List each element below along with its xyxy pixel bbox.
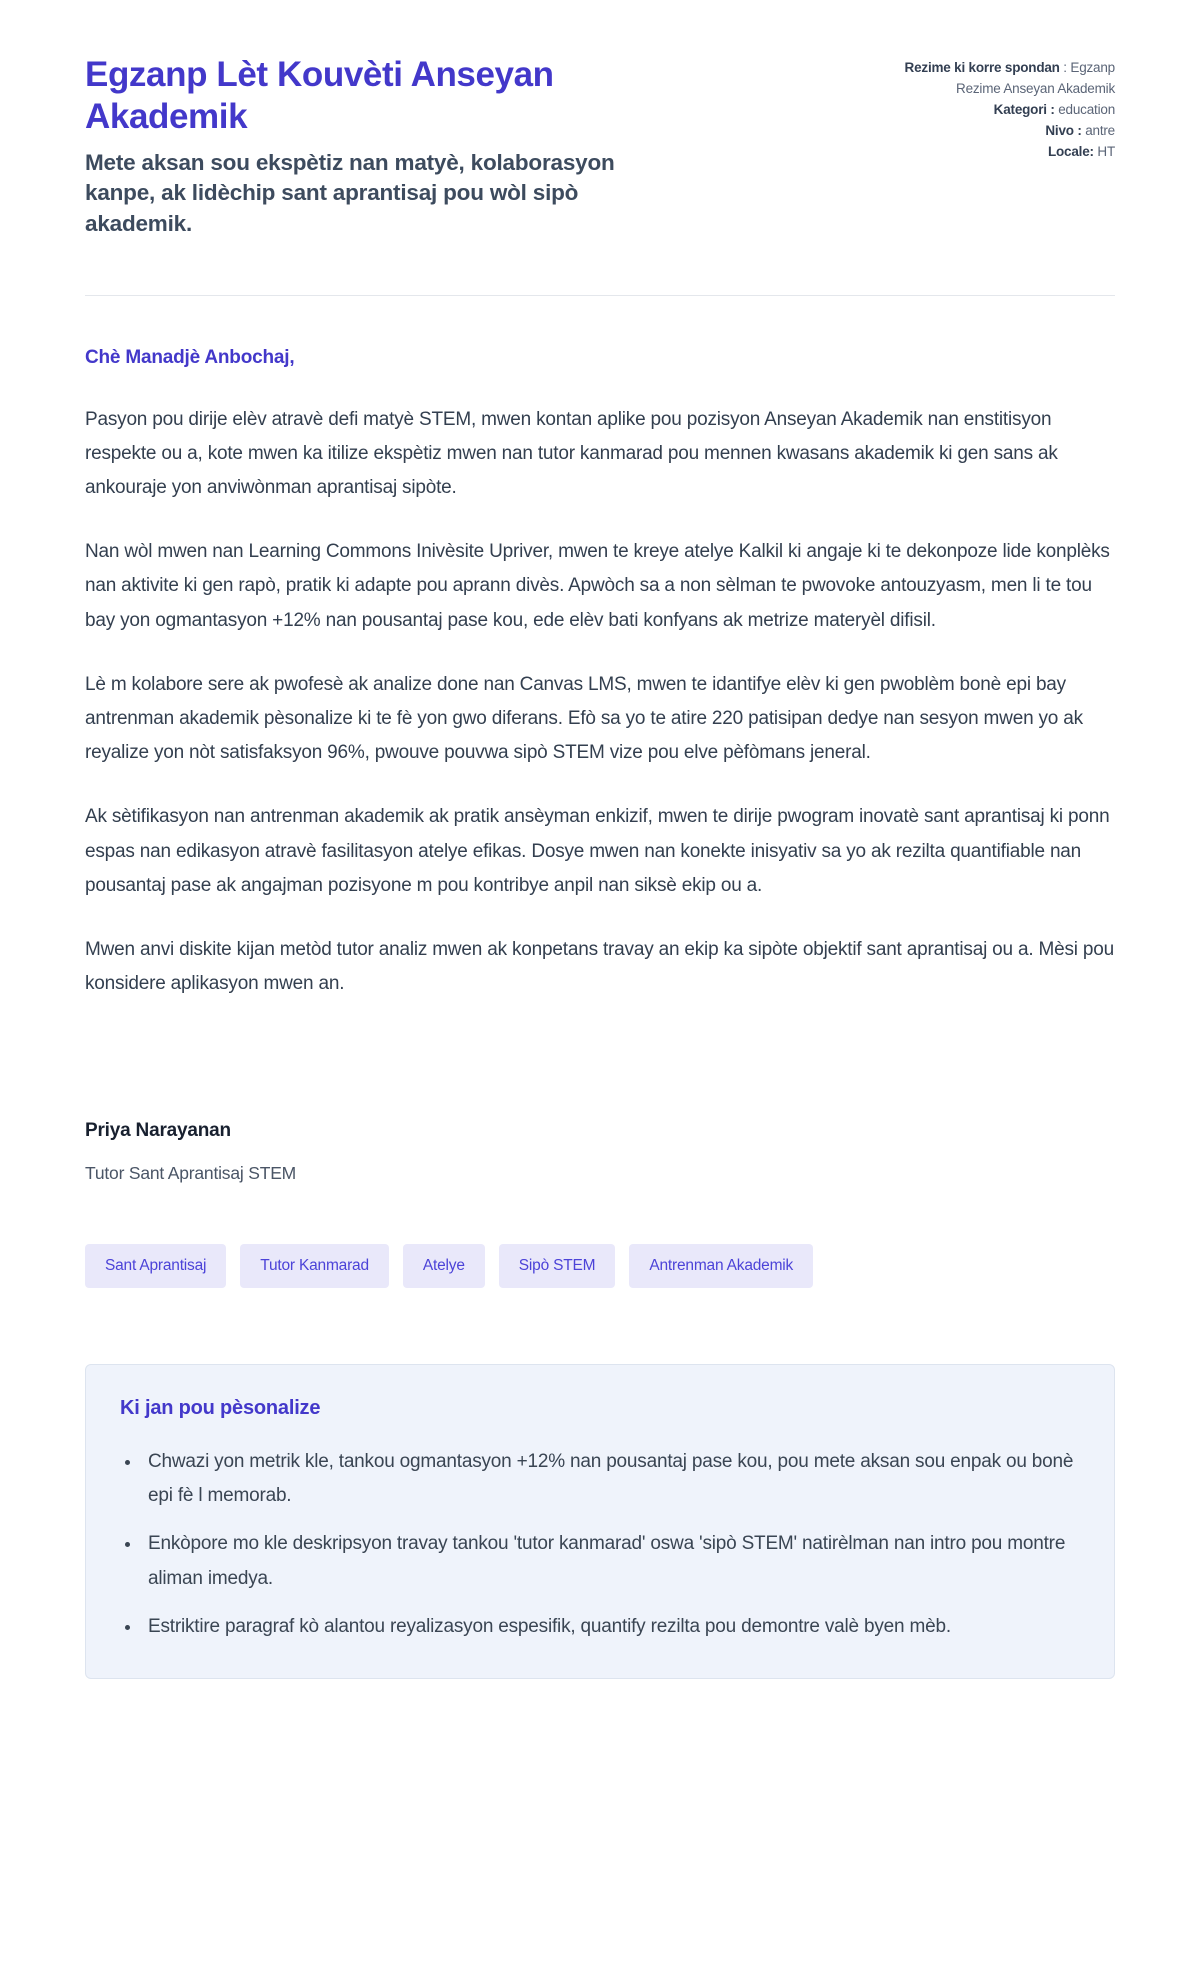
divider: [85, 295, 1115, 296]
header: [85, 54, 1115, 239]
meta-value: education: [1058, 101, 1115, 117]
letter-paragraph: Lè m kolabore sere ak pwofesè ak analize done nan Canvas LMS, mwen te idantifye elèv ki gen pwoblèm bonè epi bay antrenman akademik pèsonalize ki te fè yon gwo diferans. Efò sa yo te atire 220 patisipan dedye nan sesyon mwen yo ak reyalize yon nòt satisfaksyon 96%, pwouve pouvwa sipò STEM vize pou elve pèfòmans jeneral.: [85, 673, 1083, 764]
meta-value: : Egzanp Rezime Anseyan Akademik: [956, 60, 1115, 96]
meta-label: Locale:: [1047, 143, 1094, 159]
tag-pill[interactable]: Atelye: [403, 1244, 485, 1288]
callout-bullet: • Enkòpore mo kle deskripsyon travay tankou 'tutor kanmarad' oswa 'sipò STEM' natirèlman nan intro pou montre aliman imedya.: [142, 1527, 1080, 1595]
signature-name: Priya Narayanan: [85, 1120, 231, 1142]
letter-paragraph: Ak sètifikasyon nan antrenman akademik ak pratik ansèyman enkizif, mwen te dirije pwogram inovatè sant aprantisaj ki ponn espas nan edikasyon atravè fasilitasyon atelye efikas. Dosye mwen nan konekte inisyativ sa yo ak rezilta quantifiable nan pousantaj pase ak angajman pozisyone m pou kontribye anpil nan siksè ekip ou a.: [85, 806, 1110, 896]
callout-bullet: • Chwazi yon metrik kle, tankou ogmantasyon +12% nan pousantaj pase kou, pou mete aksan sou enpak ou bonè epi fè l memorab.: [142, 1445, 1080, 1513]
meta-value: HT: [1097, 143, 1115, 159]
callout-bullet: • Estriktire paragraf kò alantou reyalizasyon espesifik, quantify rezilta pou demontre valè byen mèb.: [142, 1610, 1080, 1644]
meta-value: antre: [1085, 122, 1115, 138]
meta-locale: [903, 142, 1115, 163]
callout-title: Ki jan pou pèsonalize: [120, 1397, 321, 1419]
page-title: Egzanp Lèt Kouvèti Anseyan Akademik: [85, 55, 554, 136]
personalize-callout: [85, 1364, 1115, 1679]
signature-role: Tutor Sant Aprantisaj STEM: [85, 1162, 297, 1183]
greeting: Chè Manadjè Anbochaj,: [85, 347, 295, 369]
meta-corresponding-resume: [903, 58, 1115, 100]
meta-level: [903, 121, 1115, 142]
letter-body: [85, 344, 1115, 1679]
meta-category: [903, 100, 1115, 121]
header-left: [85, 54, 650, 239]
meta-label: Kategori :: [993, 101, 1055, 117]
letter-paragraph: Mwen anvi diskite kijan metòd tutor analiz mwen ak konpetans travay an ekip ka sipòte objektif sant aprantisaj ou a. Mèsi pou konsidere aplikasyon mwen an.: [85, 938, 1115, 995]
letter-paragraph: Pasyon pou dirije elèv atravè defi matyè STEM, mwen kontan aplike pou pozisyon Anseyan Akademik nan enstitisyon respekte ou a, kote mwen ka itilize ekspètiz mwen nan tutor kanmarad pou mennen kwasans akademik ki gen sans ak ankouraje yon anviwònman aprantisaj sipòte.: [85, 408, 1058, 498]
letter-paragraph: Nan wòl mwen nan Learning Commons Inivèsite Upriver, mwen te kreye atelye Kalkil ki angaje ki te dekonpoze lide konplèks nan aktivite ki gen rapò, pratik ki adapte pou aprann divès. Apwòch sa a non sèlman te pwovoke antouzyasm, men li te tou bay yon ogmantasyon +12% nan pousantaj pase kou, ede elèv bati konfyans ak metrize materyèl difisil.: [85, 541, 1110, 631]
tag-pill[interactable]: Antrenman Akademik: [629, 1244, 813, 1288]
meta-label: Nivo :: [1045, 122, 1082, 138]
meta-label: Rezime ki korre spondan: [904, 60, 1060, 75]
tag-pill[interactable]: Sant Aprantisaj: [85, 1244, 226, 1288]
meta-panel: [903, 58, 1115, 163]
cover-letter-page: [85, 0, 1115, 1748]
page-subtitle: Mete aksan sou ekspètiz nan matyè, kolaborasyon kanpe, ak lidèchip sant aprantisaj pou wòl sipò akademik.: [85, 150, 615, 236]
tag-pill[interactable]: Tutor Kanmarad: [240, 1244, 389, 1288]
tag-list: [85, 1244, 1115, 1288]
callout-list: [120, 1445, 1080, 1644]
tag-pill[interactable]: Sipò STEM: [499, 1244, 616, 1288]
